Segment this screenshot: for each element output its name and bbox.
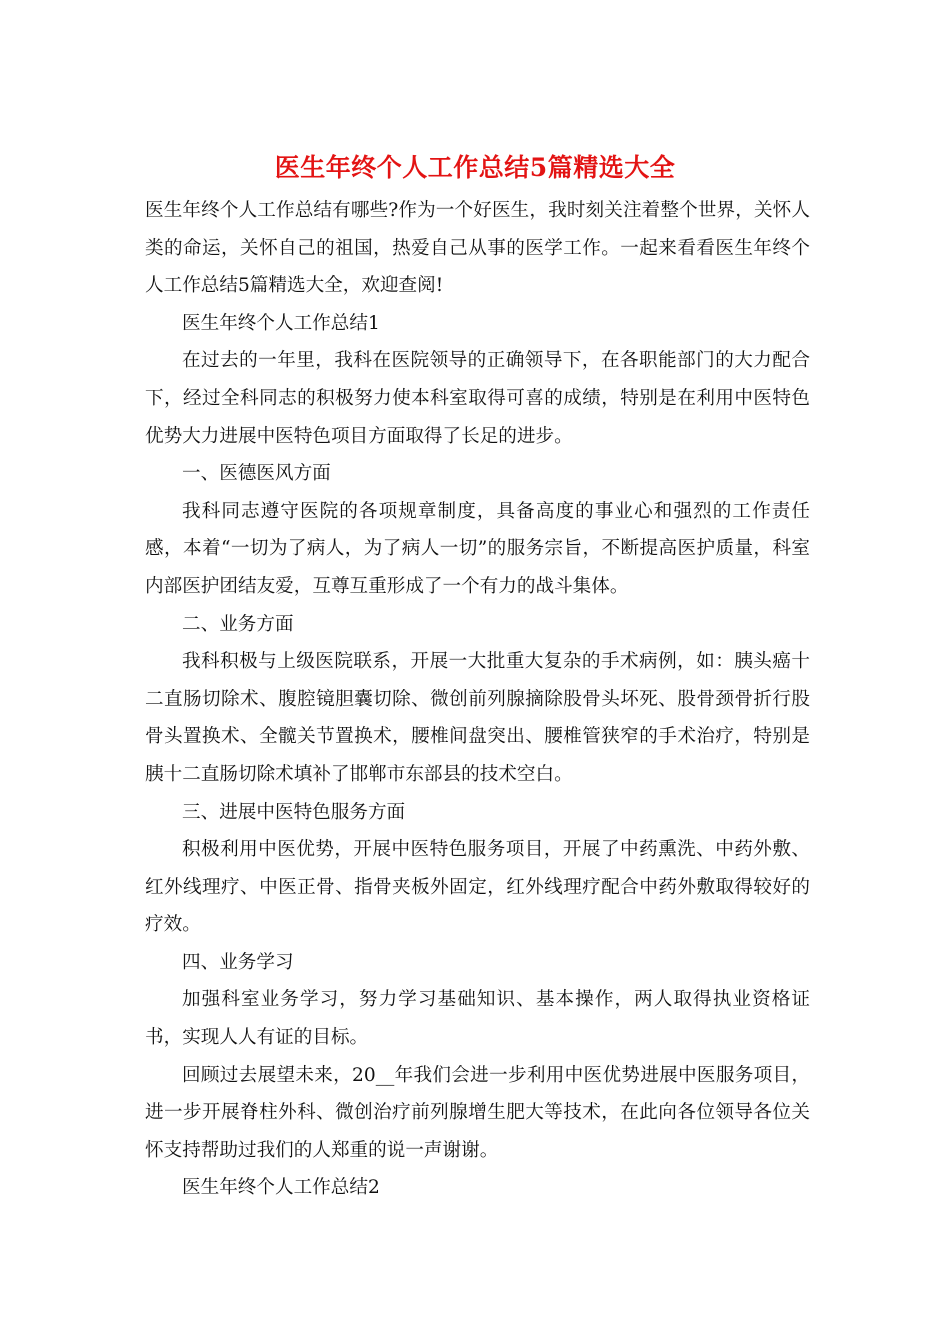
paragraph: 医生年终个人工作总结1 <box>182 312 380 334</box>
paragraph: 积极利用中医优势，开展中医特色服务项目，开展了中药熏洗、中药外敷、红外线理疗、中医正骨、指骨夹板外固定，红外线理疗配合中药外敷取得较好的疗效。 <box>145 839 810 936</box>
paragraph: 医生年终个人工作总结2 <box>182 1177 380 1199</box>
paragraph: 四、业务学习 <box>182 951 294 973</box>
paragraph: 回顾过去展望未来，20__年我们会进一步利用中医优势进展中医服务项目，进一步开展脊柱外科、微创治疗前列腺增生肥大等技术，在此向各位领导各位关怀支持帮助过我们的人郑重的说一声谢谢。 <box>145 1064 810 1161</box>
paragraph: 在过去的一年里，我科在医院领导的正确领导下，在各职能部门的大力配合下，经过全科同志的积极努力使本科室取得可喜的成绩，特别是在利用中医特色优势大力进展中医特色项目方面取得了长足的进步。 <box>145 350 810 447</box>
document-title: 医生年终个人工作总结5篇精选大全 <box>274 153 676 182</box>
paragraph: 医生年终个人工作总结有哪些?作为一个好医生，我时刻关注着整个世界，关怀人类的命运，关怀自己的祖国，热爱自己从事的医学工作。一起来看看医生年终个人工作总结5篇精选大全，欢迎查阅! <box>145 200 810 297</box>
paragraph: 一、医德医风方面 <box>182 463 331 485</box>
paragraph: 我科积极与上级医院联系，开展一大批重大复杂的手术病例，如：胰头癌十二直肠切除术、腹腔镜胆囊切除、微创前列腺摘除股骨头坏死、股骨颈骨折行股骨头置换术、全髋关节置换术，腰椎间盘突出、腰椎管狭窄的手术治疗，特别是胰十二直肠切除术填补了邯郸市东部县的技术空白。 <box>145 651 810 785</box>
paragraph: 我科同志遵守医院的各项规章制度，具备高度的事业心和强烈的工作责任感，本着“一切为了病人，为了病人一切”的服务宗旨，不断提高医护质量，科室内部医护团结友爱，互尊互重形成了一个有力的战斗集体。 <box>145 500 810 597</box>
paragraph: 二、业务方面 <box>182 613 294 635</box>
document-body <box>145 192 810 1207</box>
paragraph: 三、进展中医特色服务方面 <box>182 801 406 823</box>
paragraph: 加强科室业务学习，努力学习基础知识、基本操作，两人取得执业资格证书，实现人人有证的目标。 <box>145 989 810 1049</box>
